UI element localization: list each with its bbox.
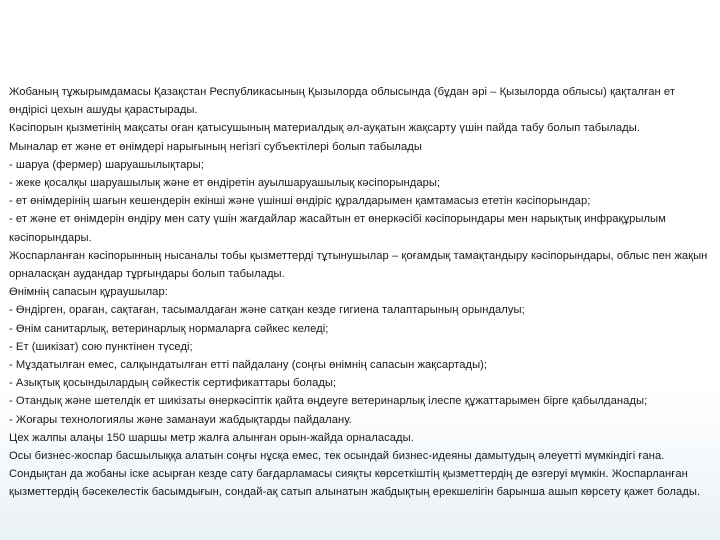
- list-item: - Жоғары технологиялы және заманауи жабдықтарды пайдалану.: [9, 413, 352, 426]
- paragraph-workshop-area: Цех жалпы алаңы 150 шаршы метр жалға алынған орын-жайда орналасады.: [9, 431, 414, 444]
- list-item: - ет және ет өнімдерін өндіру мен сату үшін жағдайлар жасайтын ет өнеркәсібі кәсіпорындары мен нарықтық инфрақұрылым кәсіпорындары.: [9, 213, 666, 244]
- list-item: - Мұздатылған емес, салқындатылған етті пайдалану (соңғы өнімнің сапасын жақсартады);: [9, 359, 488, 372]
- list-item: - ет өнімдерінің шағын кешендерін екінші және үшінші өндіріс құралдарымен қамтамасыз ететін кәсіпорындар;: [9, 195, 591, 208]
- paragraph-conclusion: Осы бизнес-жоспар басшылыққа алатын соңғы нұсқа емес, тек осындай бизнес-идеяны дамытудың әлеуетті мүмкіндігі ғана. Сондықтан да жобаны іске асырған кезде сату бағдарламасы сияқты көрсеткіштің қызметтердің де өзгеруі мүмкін. Жоспарланған қызметтердің бәсекелестік басымдығын, сондай-ақ сатып алынатын жабдықтың ерекшелігін барынша ашып көрсету қажет болады.: [9, 450, 701, 499]
- paragraph-goal: Кәсіпорын қызметінің мақсаты оған қатысушының материалдық әл-ауқатын жақсарту үшін пайда табу болып табылады.: [9, 122, 641, 135]
- list-item: - Өндірген, ораған, сақтаған, тасымалдаған және сатқан кезде гигиена талаптарының орындалуы;: [9, 304, 525, 317]
- body-text: [9, 83, 711, 502]
- list-item: - Ет (шикізат) сою пунктінен түседі;: [9, 340, 193, 353]
- paragraph-target-group: Жоспарланған кәсіпорынның нысаналы тобы қызметтерді тұтынушылар – қоғамдық тамақтандыру кәсіпорындары, облыс пен жақын орналасқан аудандар тұрғындары болып табылады.: [9, 249, 708, 281]
- paragraph-market-subjects: Мыналар ет және ет өнімдері нарығының негізгі субъектілері болып табылады: [9, 140, 422, 153]
- list-item: - Отандық және шетелдік ет шикізаты өнеркәсіптік қайта өңдеуге ветеринарлық ілеспе құжаттарымен бірге қабылданады;: [9, 395, 648, 408]
- list-item: - Азықтық қосындылардың сәйкестік сертификаттары болады;: [9, 377, 337, 390]
- paragraph-concept: Жобаның тұжырымдамасы Қазақстан Республикасының Қызылорда облысында (бұдан әрі – Қызылорда облысы) қақталған ет өндірісі цехын ашуды қарастырады.: [9, 86, 676, 117]
- paragraph-quality-heading: Өнімнің сапасын құраушылар:: [9, 286, 168, 299]
- list-item: - Өнім санитарлық, ветеринарлық нормаларға сәйкес келеді;: [9, 322, 329, 335]
- list-item: - шаруа (фермер) шаруашылықтары;: [9, 158, 204, 171]
- list-item: - жеке қосалқы шаруашылық және ет өндіретін ауылшаруашылық кәсіпорындары;: [9, 177, 441, 190]
